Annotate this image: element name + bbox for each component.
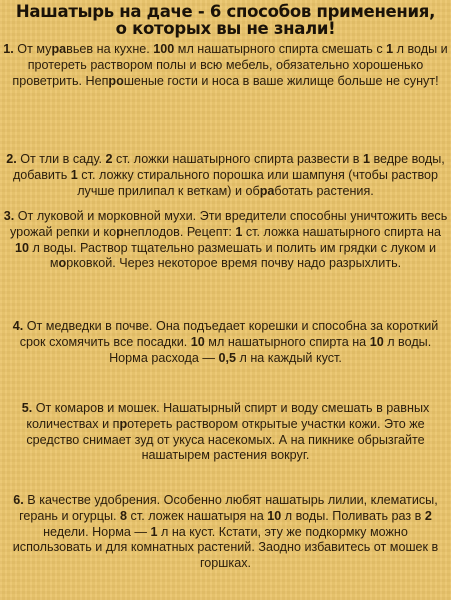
tip-text: мл нашатырного спирта на (204, 334, 370, 349)
tip-text: От комаров и мошек. Нашатырный спирт и воду смешать в равных количествах и п (26, 401, 430, 431)
tip-text-bold: р (116, 224, 124, 239)
tip-paragraph-5 (3, 401, 448, 464)
tip-number: 6. (13, 493, 24, 507)
tip-text: ст. ложка нашатырного спирта на (242, 224, 441, 239)
tip-text-bold: 1 (150, 524, 158, 539)
tip-text: ведре воды, добавить (12, 152, 445, 182)
tip-text-bold: 10 (369, 334, 384, 349)
tip-text-bold: 1 (235, 224, 243, 239)
tip-text: л воды. Раствор тщательно размешать и полить им грядки с луком и м (29, 240, 436, 271)
tip-text-bold: 2 (105, 152, 113, 166)
tip-paragraph-4 (3, 319, 448, 366)
tip-number: 3. (3, 209, 15, 223)
tip-number: 4. (12, 319, 24, 333)
tip-text-bold: 10 (190, 334, 205, 349)
tip-text: шеные гости и носа в ваше жилище больше не сунут! (123, 73, 439, 88)
tip-text-bold: ра (51, 42, 67, 56)
tip-text-bold: ра (259, 183, 275, 198)
title-line-1: Нашатырь на даче - 6 способов применения, (15, 2, 436, 21)
tip-text-bold: 1 (362, 152, 370, 166)
tip-text: ст. ложек нашатыря на (127, 508, 268, 523)
tip-text: ботать растения. (274, 183, 374, 198)
tip-text: ст. ложки нашатырного спирта развести в (112, 152, 363, 166)
tip-text: л воды. Норма расхода — (109, 334, 432, 365)
tip-text: л на куст. Кстати, эту же подкормку можно использовать и для комнатных растений. Заодно избавитесь от мошек в горшках. (12, 524, 439, 571)
tip-paragraph-1 (3, 42, 448, 89)
title-line-2: о которых вы не знали! (115, 19, 336, 38)
tip-text-bold: 10 (267, 508, 282, 523)
tip-text: рковкой. Через некоторое время почву надо разрыхлить. (66, 256, 402, 271)
tip-text: ст. ложку стирального порошка или шампуня (чтобы раствор лучше прилипал к веткам) и об (77, 167, 439, 198)
tip-text-bold: р (119, 416, 128, 431)
tip-text: От луковой и морковной мухи. Эти вредители способны уничтожить весь урожай репки и ко (10, 209, 448, 239)
tip-text-bold: 2 (424, 508, 432, 523)
tip-text: мл нашатырного спирта смешать с (174, 42, 387, 56)
tip-text-bold: 100 (153, 42, 175, 56)
tip-text: В качестве удобрения. Особенно любят нашатырь лилии, клематисы, герань и огурцы. (19, 493, 438, 523)
tip-text: От медведки в почве. Она подъедает корешки и способна за короткий срок схомячить все посадки. (19, 319, 439, 349)
tip-text-bold: 1 (386, 42, 394, 56)
tip-text: л воды. Поливать раз в (281, 508, 425, 523)
tip-number: 5. (21, 401, 33, 415)
tip-text: л воды и протереть раствором полы и всю мебель, обязательно хорошенько проветрить. Неп (12, 42, 448, 88)
tip-text-bold: о (58, 256, 67, 271)
tip-paragraph-6 (3, 493, 448, 572)
tip-text-bold: ро (108, 73, 124, 88)
tip-paragraph-2 (3, 152, 448, 199)
tip-text: недели. Норма — (43, 524, 151, 539)
tip-paragraph-3 (3, 209, 448, 272)
tip-text-bold: 1 (70, 167, 78, 182)
tip-text: вьев на кухне. (66, 42, 154, 56)
tip-text: неплодов. Рецепт: (123, 224, 236, 239)
tip-text-bold: 0,5 (218, 350, 236, 365)
tip-text: л на каждый куст. (235, 350, 342, 365)
tip-text: От тли в саду. (16, 152, 106, 166)
tip-text: От му (13, 42, 52, 56)
tip-number: 1. (3, 42, 14, 56)
tip-text-bold: 8 (120, 508, 128, 523)
page-title (4, 3, 447, 37)
tip-text-bold: 10 (15, 240, 30, 255)
tip-text: отереть раствором открытые участки кожи. Это же средство снимает зуд от укуса насекомых. А на пикнике обрызгайте нашатырем растения вокруг. (26, 416, 425, 463)
tip-number: 2. (6, 152, 17, 166)
